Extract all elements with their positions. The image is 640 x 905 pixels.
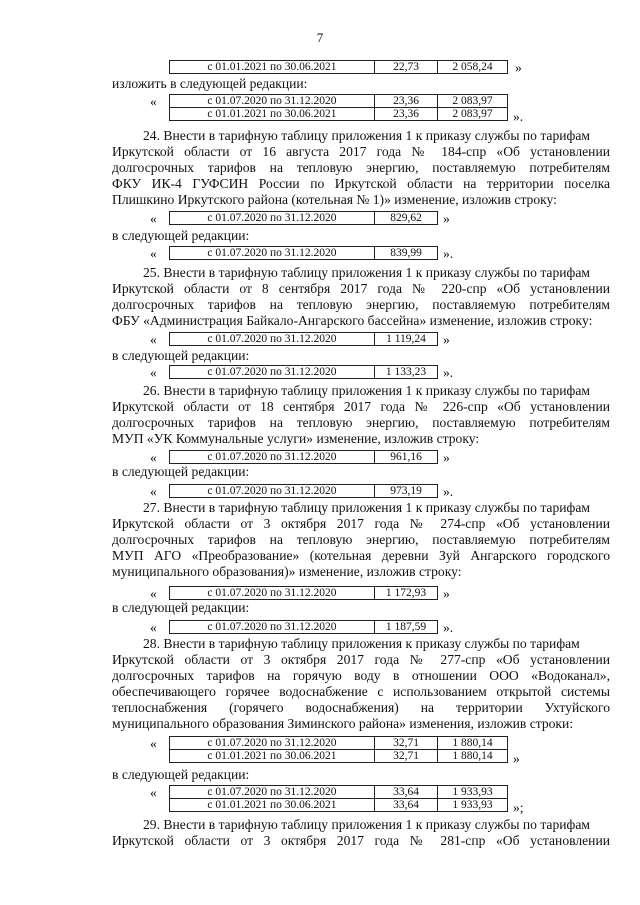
redaction-line: в следующей редакции: <box>112 767 250 782</box>
value-cell: 1 133,23 <box>375 366 438 379</box>
value-cell: 22,73 <box>375 61 438 74</box>
table-row <box>170 366 438 379</box>
closing-quote: ». <box>443 484 454 499</box>
value-cell: 1 933,93 <box>438 799 508 812</box>
period-cell: с 01.07.2020 по 31.12.2020 <box>170 485 375 498</box>
paragraph-28-line: теплоснабжения (горячего водоснабжения) на территории Ухтуйского <box>112 700 610 715</box>
tariff-table-old <box>169 332 438 346</box>
redaction-line: в следующей редакции: <box>112 464 250 479</box>
opening-quote: « <box>150 246 157 261</box>
value-cell: 961,16 <box>375 451 438 464</box>
tariff-table-new <box>169 94 508 121</box>
closing-quote: ». <box>443 246 454 261</box>
tariff-table-new <box>169 785 508 812</box>
paragraph-27-line: 27. Внести в тарифную таблицу приложения 1 к приказу службы по тарифам <box>143 500 590 515</box>
table-row <box>170 799 508 812</box>
period-cell: с 01.07.2020 по 31.12.2020 <box>170 212 375 225</box>
paragraph-24-line: долгосрочных тарифов на тепловую энергию, поставляемую потребителям <box>112 160 610 175</box>
opening-quote: « <box>150 450 157 465</box>
opening-quote: « <box>150 94 157 109</box>
value-cell: 32,71 <box>375 737 438 750</box>
period-cell: с 01.07.2020 по 31.12.2020 <box>170 786 375 799</box>
period-cell: с 01.01.2021 по 30.06.2021 <box>170 61 375 74</box>
period-cell: с 01.07.2020 по 31.12.2020 <box>170 737 375 750</box>
opening-quote: « <box>150 211 157 226</box>
redaction-line: изложить в следующей редакции: <box>112 76 308 91</box>
paragraph-28-line: Иркутской области от 3 октября 2017 года № 277-спр «Об установлении <box>112 652 610 667</box>
period-cell: с 01.07.2020 по 31.12.2020 <box>170 366 375 379</box>
redaction-line: в следующей редакции: <box>112 600 250 615</box>
paragraph-27-line: МУП АГО «Преобразование» (котельная деревни Зуй Ангарского городского <box>112 548 610 563</box>
tariff-table-old <box>169 450 438 464</box>
table-row <box>170 61 508 74</box>
table-row <box>170 333 438 346</box>
period-cell: с 01.01.2021 по 30.06.2021 <box>170 750 375 763</box>
paragraph-26-line: долгосрочных тарифов на тепловую энергию, поставляемую потребителям <box>112 415 610 430</box>
value-cell: 973,19 <box>375 485 438 498</box>
tariff-table-new <box>169 246 438 260</box>
value-cell: 32,71 <box>375 750 438 763</box>
paragraph-28-line: обеспечивающего горячее водоснабжение с использованием открытой системы <box>112 684 610 699</box>
paragraph-27-line: Иркутской области от 3 октября 2017 года № 274-спр «Об установлении <box>112 516 610 531</box>
table-row <box>170 587 438 600</box>
closing-quote: » <box>443 211 450 226</box>
redaction-line: в следующей редакции: <box>112 348 250 363</box>
opening-quote: « <box>150 785 157 800</box>
period-cell: с 01.07.2020 по 31.12.2020 <box>170 333 375 346</box>
closing-quote: » <box>513 751 520 766</box>
paragraph-29-line: 29. Внести в тарифную таблицу приложения 1 к приказу службы по тарифам <box>143 817 590 832</box>
paragraph-26-line: МУП «УК Коммунальные услуги» изменение, изложив строку: <box>112 431 480 446</box>
value-cell: 1 187,59 <box>375 621 438 634</box>
paragraph-28-line: 28. Внести в тарифную таблицу приложения к приказу службы по тарифам <box>143 636 580 651</box>
table-row <box>170 750 508 763</box>
tariff-table-old-tail <box>169 60 508 74</box>
closing-quote: ». <box>443 365 454 380</box>
closing-quote: » <box>515 60 522 75</box>
value-cell: 23,36 <box>375 95 438 108</box>
opening-quote: « <box>150 332 157 347</box>
redaction-line: в следующей редакции: <box>112 228 250 243</box>
table-row <box>170 621 438 634</box>
value-cell: 33,64 <box>375 786 438 799</box>
opening-quote: « <box>150 620 157 635</box>
period-cell: с 01.01.2021 по 30.06.2021 <box>170 108 375 121</box>
opening-quote: « <box>150 586 157 601</box>
table-row <box>170 451 438 464</box>
value-cell: 2 083,97 <box>438 108 508 121</box>
paragraph-24-line: ФКУ ИК-4 ГУФСИН России по Иркутской области на территории поселка <box>112 176 610 191</box>
table-row <box>170 485 438 498</box>
paragraph-24-line: Иркутской области от 16 августа 2017 года № 184-спр «Об установлении <box>112 144 610 159</box>
period-cell: с 01.07.2020 по 31.12.2020 <box>170 587 375 600</box>
closing-quote: ». <box>443 620 454 635</box>
period-cell: с 01.07.2020 по 31.12.2020 <box>170 621 375 634</box>
paragraph-25-line: долгосрочных тарифов на тепловую энергию, поставляемую потребителям <box>112 297 610 312</box>
table-row <box>170 95 508 108</box>
page-number: 7 <box>316 30 324 45</box>
tariff-table-new <box>169 365 438 379</box>
paragraph-24-line: 24. Внести в тарифную таблицу приложения 1 к приказу службы по тарифам <box>143 128 590 143</box>
value-cell: 33,64 <box>375 799 438 812</box>
tariff-table-old <box>169 211 438 225</box>
opening-quote: « <box>150 365 157 380</box>
value-cell: 1 172,93 <box>375 587 438 600</box>
closing-quote: » <box>443 586 450 601</box>
paragraph-28-line: муниципального образования Зиминского района» изменения, изложив строки: <box>112 716 574 731</box>
table-row <box>170 737 508 750</box>
period-cell: с 01.07.2020 по 31.12.2020 <box>170 247 375 260</box>
paragraph-26-line: Иркутской области от 18 сентября 2017 года № 226-спр «Об установлении <box>112 399 610 414</box>
value-cell: 2 083,97 <box>438 95 508 108</box>
value-cell: 23,36 <box>375 108 438 121</box>
period-cell: с 01.07.2020 по 31.12.2020 <box>170 451 375 464</box>
paragraph-27-line: долгосрочных тарифов на тепловую энергию, поставляемую потребителям <box>112 532 610 547</box>
value-cell: 1 880,14 <box>438 750 508 763</box>
closing-quote: » <box>443 332 450 347</box>
value-cell: 2 058,24 <box>438 61 508 74</box>
period-cell: с 01.07.2020 по 31.12.2020 <box>170 95 375 108</box>
value-cell: 1 933,93 <box>438 786 508 799</box>
closing-quote: »; <box>513 800 524 815</box>
paragraph-24-line: Плишкино Иркутского района (котельная № 1)» изменение, изложив строку: <box>112 192 557 207</box>
paragraph-29-line: Иркутской области от 3 октября 2017 года № 281-спр «Об установлении <box>112 833 610 848</box>
paragraph-25-line: 25. Внести в тарифную таблицу приложения 1 к приказу службы по тарифам <box>143 265 590 280</box>
tariff-table-old <box>169 586 438 600</box>
value-cell: 829,62 <box>375 212 438 225</box>
paragraph-26-line: 26. Внести в тарифную таблицу приложения 1 к приказу службы по тарифам <box>143 383 590 398</box>
table-row <box>170 786 508 799</box>
value-cell: 1 880,14 <box>438 737 508 750</box>
closing-quote: » <box>443 450 450 465</box>
paragraph-28-line: долгосрочных тарифов на горячую воду в отношении ООО «Водоканал», <box>112 668 610 683</box>
paragraph-25-line: Иркутской области от 8 сентября 2017 года № 220-спр «Об установлении <box>112 281 610 296</box>
opening-quote: « <box>150 736 157 751</box>
value-cell: 1 119,24 <box>375 333 438 346</box>
period-cell: с 01.01.2021 по 30.06.2021 <box>170 799 375 812</box>
table-row <box>170 212 438 225</box>
paragraph-27-line: муниципального образования)» изменение, изложив строку: <box>112 564 462 579</box>
tariff-table-new <box>169 620 438 634</box>
paragraph-25-line: ФБУ «Администрация Байкало-Ангарского бассейна» изменение, изложив строку: <box>112 313 593 328</box>
value-cell: 839,99 <box>375 247 438 260</box>
tariff-table-new <box>169 484 438 498</box>
table-row <box>170 108 508 121</box>
tariff-table-old <box>169 736 508 763</box>
opening-quote: « <box>150 484 157 499</box>
closing-quote: ». <box>513 109 524 124</box>
table-row <box>170 247 438 260</box>
